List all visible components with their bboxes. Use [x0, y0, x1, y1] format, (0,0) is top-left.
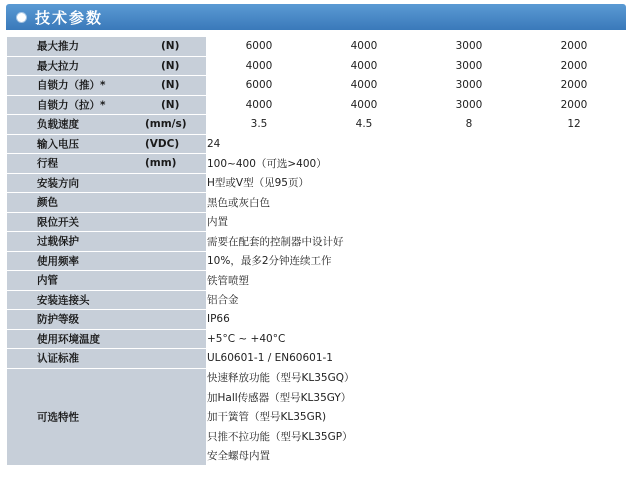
table-cell: 12: [522, 115, 627, 135]
table-cell: 8: [417, 115, 522, 135]
row-label: 行程 (mm): [7, 154, 207, 174]
spec-table: [6, 36, 627, 466]
table-cell: 6000: [207, 37, 312, 57]
table-cell: 4000: [312, 76, 417, 96]
table-cell: 10%，最多2分钟连续工作: [207, 251, 627, 271]
row-label: 可选特性: [7, 368, 207, 466]
row-label: 输入电压 (VDC): [7, 134, 207, 154]
table-cell: 需要在配套的控制器中设计好: [207, 232, 627, 252]
table-row: [7, 76, 627, 96]
table-cell: UL60601-1 / EN60601-1: [207, 349, 627, 369]
table-cell: 内置: [207, 212, 627, 232]
table-cell: 6000: [207, 76, 312, 96]
row-label: 使用环境温度: [7, 329, 207, 349]
table-row: [7, 349, 627, 369]
table-cell: 铝合金: [207, 290, 627, 310]
table-cell: 24: [207, 134, 627, 154]
row-label: 自锁力（拉）* (N): [7, 95, 207, 115]
row-label: 最大拉力 (N): [7, 56, 207, 76]
table-cell: 100~400（可选>400）: [207, 154, 627, 174]
row-label: 负载速度 (mm/s): [7, 115, 207, 135]
table-cell: 4000: [207, 95, 312, 115]
table-row: [7, 154, 627, 174]
row-label: 过载保护: [7, 232, 207, 252]
row-label: 颜色: [7, 193, 207, 213]
table-cell: 4000: [312, 56, 417, 76]
table-cell: 快速释放功能（型号KL35GQ）: [207, 368, 627, 388]
table-cell: 2000: [522, 37, 627, 57]
table-row: [7, 193, 627, 213]
row-label: 认证标准: [7, 349, 207, 369]
table-row: [7, 232, 627, 252]
table-cell: +5°C ~ +40°C: [207, 329, 627, 349]
row-label: 安装方向: [7, 173, 207, 193]
section-title: 技术参数: [35, 8, 104, 27]
table-cell: 加Hall传感器（型号KL35GY）: [207, 388, 627, 408]
table-cell: 3000: [417, 95, 522, 115]
table-cell: 2000: [522, 76, 627, 96]
table-cell: 4000: [312, 95, 417, 115]
table-row: [7, 310, 627, 330]
table-cell: 黑色或灰白色: [207, 193, 627, 213]
row-label: 安装连接头: [7, 290, 207, 310]
table-cell: 2000: [522, 56, 627, 76]
row-label: 限位开关: [7, 212, 207, 232]
table-row: [7, 212, 627, 232]
table-cell: 4000: [207, 56, 312, 76]
table-row: [7, 290, 627, 310]
row-label: 使用频率: [7, 251, 207, 271]
table-row: [7, 271, 627, 291]
table-cell: 铁管喷塑: [207, 271, 627, 291]
bullet-icon: [17, 13, 26, 22]
table-row: [7, 115, 627, 135]
row-label: 自锁力（推）* (N): [7, 76, 207, 96]
table-cell: IP66: [207, 310, 627, 330]
table-cell: 3000: [417, 76, 522, 96]
row-label: 内管: [7, 271, 207, 291]
row-label: 最大推力 (N): [7, 37, 207, 57]
table-cell: 安全螺母内置: [207, 446, 627, 466]
table-row: [7, 95, 627, 115]
table-row: [7, 173, 627, 193]
table-cell: 3000: [417, 37, 522, 57]
table-cell: 4000: [312, 37, 417, 57]
table-row: [7, 251, 627, 271]
row-label: 防护等级: [7, 310, 207, 330]
table-row: [7, 368, 627, 388]
table-cell: 2000: [522, 95, 627, 115]
table-row: [7, 329, 627, 349]
section-header: [6, 4, 626, 30]
table-row: [7, 37, 627, 57]
table-row: [7, 134, 627, 154]
table-cell: 加干簧管（型号KL35GR): [207, 407, 627, 427]
table-cell: 只推不拉功能（型号KL35GP）: [207, 427, 627, 447]
table-cell: H型或V型（见95页）: [207, 173, 627, 193]
table-cell: 4.5: [312, 115, 417, 135]
table-row: [7, 56, 627, 76]
table-cell: 3000: [417, 56, 522, 76]
table-cell: 3.5: [207, 115, 312, 135]
